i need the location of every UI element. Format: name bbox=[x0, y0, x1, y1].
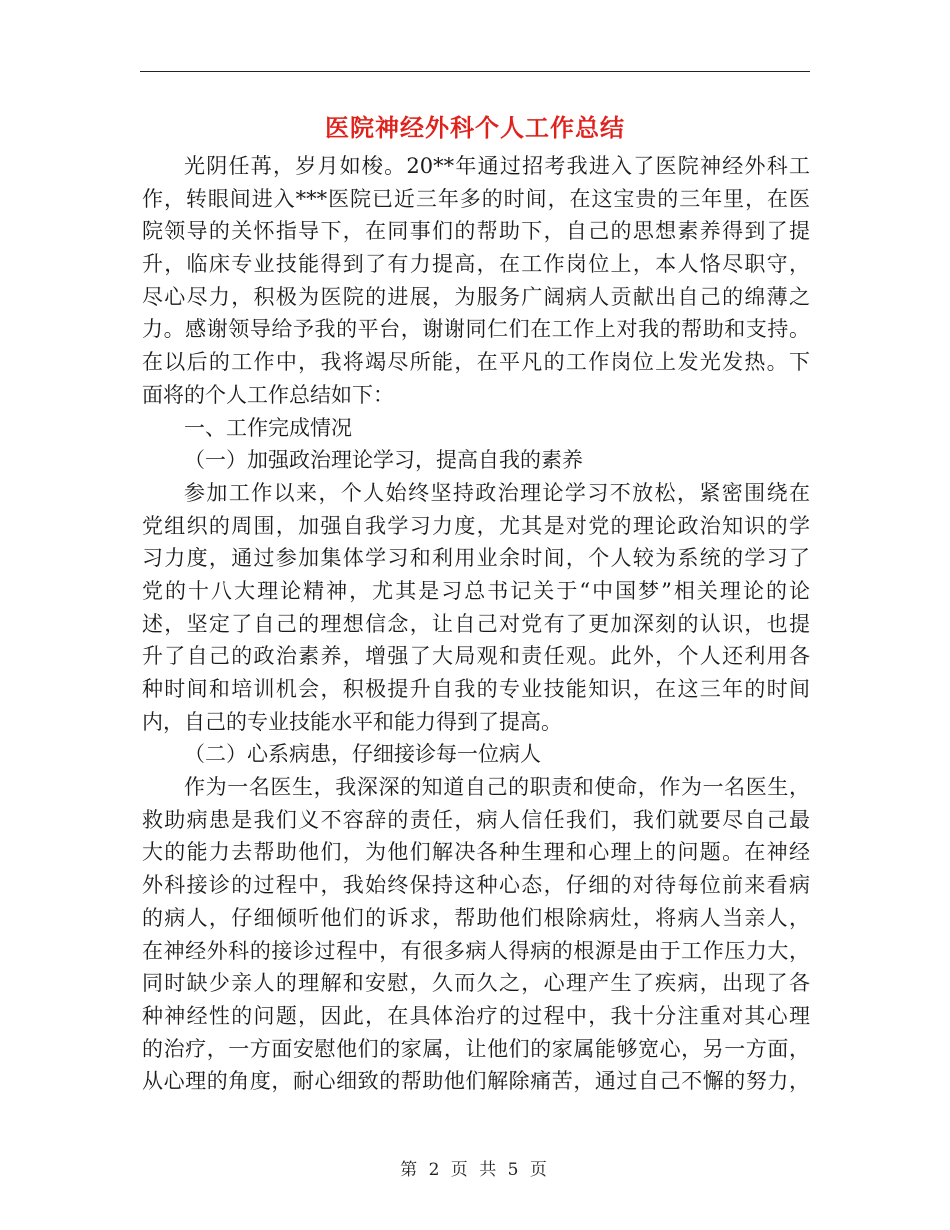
text-line: 大的能力去帮助他们，为他们解决各种生理和心理上的问题。在神经 bbox=[142, 840, 810, 865]
text-line: 力。感谢领导给予我的平台，谢谢同仁们在工作上对我的帮助和支持。 bbox=[142, 317, 810, 342]
text-line: 党的十八大理论精神，尤其是习总书记关于“中国梦”相关理论的论 bbox=[142, 578, 810, 603]
text-line: 外科接诊的过程中，我始终保持这种心态，仔细的对待每位前来看病 bbox=[142, 873, 810, 898]
text-line: 的病人，仔细倾听他们的诉求，帮助他们根除病灶，将病人当亲人， bbox=[142, 905, 810, 930]
text-line: 的治疗，一方面安慰他们的家属，让他们的家属能够宽心，另一方面， bbox=[142, 1036, 810, 1061]
text-line: 从心理的角度，耐心细致的帮助他们解除痛苦，通过自己不懈的努力， bbox=[142, 1069, 810, 1094]
text-line: 尽心尽力，积极为医院的进展，为服务广阔病人贡献出自己的绵薄之 bbox=[142, 284, 810, 309]
text-line: 种神经性的问题，因此，在具体治疗的过程中，我十分注重对其心理 bbox=[142, 1003, 810, 1028]
text-line: 内，自己的专业技能水平和能力得到了提高。 bbox=[142, 709, 562, 734]
text-line: 升，临床专业技能得到了有力提高，在工作岗位上，本人恪尽职守， bbox=[142, 252, 810, 277]
text-line: （一）加强政治理论学习，提高自我的素养 bbox=[184, 448, 583, 473]
text-line: 升了自己的政治素养，增强了大局观和责任观。此外，个人还利用各 bbox=[142, 644, 810, 669]
page-footer: 第 2 页 共 5 页 bbox=[400, 1160, 550, 1180]
text-line: （二）心系病患，仔细接诊每一位病人 bbox=[184, 742, 541, 767]
text-line: 院领导的关怀指导下，在同事们的帮助下，自己的思想素养得到了提 bbox=[142, 219, 810, 244]
text-line: 救助病患是我们义不容辞的责任，病人信任我们，我们就要尽自己最 bbox=[142, 807, 810, 832]
text-line: 述，坚定了自己的理想信念，让自己对党有了更加深刻的认识，也提 bbox=[142, 611, 810, 636]
text-line: 一、工作完成情况 bbox=[184, 415, 352, 440]
text-line: 种时间和培训机会，积极提升自我的专业技能知识，在这三年的时间 bbox=[142, 677, 810, 701]
text-line: 参加工作以来，个人始终坚持政治理论学习不放松，紧密围绕在 bbox=[184, 480, 810, 505]
text-line: 在神经外科的接诊过程中，有很多病人得病的根源是由于工作压力大， bbox=[142, 938, 810, 963]
text-line: 党组织的周围，加强自我学习力度，尤其是对党的理论政治知识的学 bbox=[142, 513, 810, 538]
text-line: 面将的个人工作总结如下： bbox=[142, 382, 394, 407]
document-title: 医院神经外科个人工作总结 bbox=[325, 113, 625, 142]
header-rule bbox=[140, 71, 810, 72]
text-line: 习力度，通过参加集体学习和利用业余时间，个人较为系统的学习了 bbox=[142, 546, 810, 571]
text-line: 在以后的工作中，我将竭尽所能，在平凡的工作岗位上发光发热。下 bbox=[142, 350, 810, 375]
text-line: 同时缺少亲人的理解和安慰，久而久之，心理产生了疾病，出现了各 bbox=[142, 971, 810, 996]
document-body bbox=[142, 150, 810, 1098]
text-line: 光阴任苒，岁月如梭。20**年通过招考我进入了医院神经外科工 bbox=[184, 154, 810, 178]
text-line: 作，转眼间进入***医院已近三年多的时间，在这宝贵的三年里，在医 bbox=[142, 186, 810, 211]
text-line: 作为一名医生，我深深的知道自己的职责和使命，作为一名医生， bbox=[184, 775, 810, 800]
